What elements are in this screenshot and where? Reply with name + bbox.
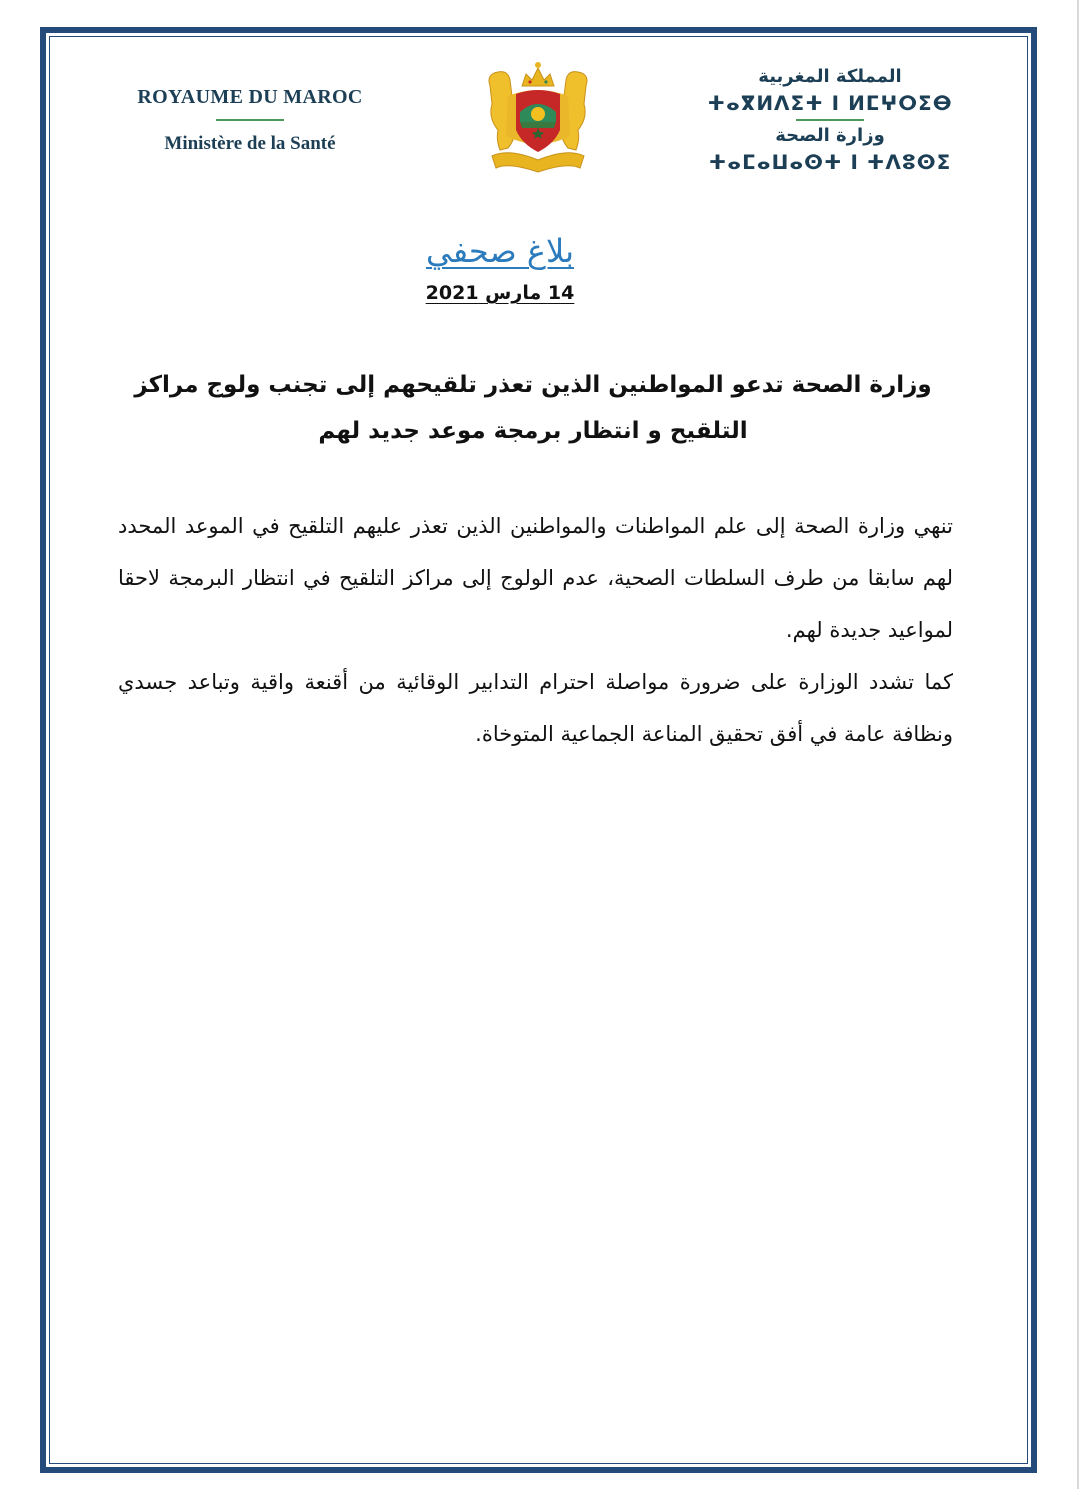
ministry-name-fr: Ministère de la Santé	[164, 133, 336, 154]
page-edge	[1077, 0, 1079, 1489]
country-name-ar: المملكة المغربية	[758, 66, 902, 87]
header-french	[100, 86, 400, 155]
ministry-name-tifinagh: ⵜⴰⵎⴰⵡⴰⵙⵜ ⵏ ⵜⴷⵓⵙⵉ	[708, 150, 952, 174]
country-name-fr: ROYAUME DU MAROC	[137, 86, 363, 108]
document-title: بلاغ صحفي	[426, 232, 574, 270]
body-text	[118, 500, 953, 760]
paragraph: كما تشدد الوزارة على ضرورة مواصلة احترام التدابير الوقائية من أقنعة واقية وتباعد جسدي ونظافة عامة في أفق تحقيق المناعة الجماعية المتوخاة.	[118, 670, 953, 746]
header-divider	[216, 119, 284, 121]
coat-of-arms-icon	[478, 56, 598, 178]
ministry-name-ar: وزارة الصحة	[775, 125, 885, 146]
paragraph: تنهي وزارة الصحة إلى علم المواطنات والمواطنين الذين تعذر عليهم التلقيح في الموعد المحدد لهم سابقا من طرف السلطات الصحية، عدم الولوج إلى مراكز التلقيح في انتظار البرمجة لاحقا لمواعيد جديدة لهم.	[118, 514, 953, 642]
document-date: 14 مارس 2021	[425, 282, 575, 304]
headline: وزارة الصحة تدعو المواطنين الذين تعذر تلقيحهم إلى تجنب ولوج مراكز التلقيح و انتظار برمجة موعد جديد لهم	[134, 372, 932, 444]
header-arabic	[700, 64, 960, 175]
header-divider-ar	[796, 119, 864, 121]
country-name-tifinagh: ⵜⴰⴳⵍⴷⵉⵜ ⵏ ⵍⵎⵖⵔⵉⴱ	[707, 91, 953, 115]
